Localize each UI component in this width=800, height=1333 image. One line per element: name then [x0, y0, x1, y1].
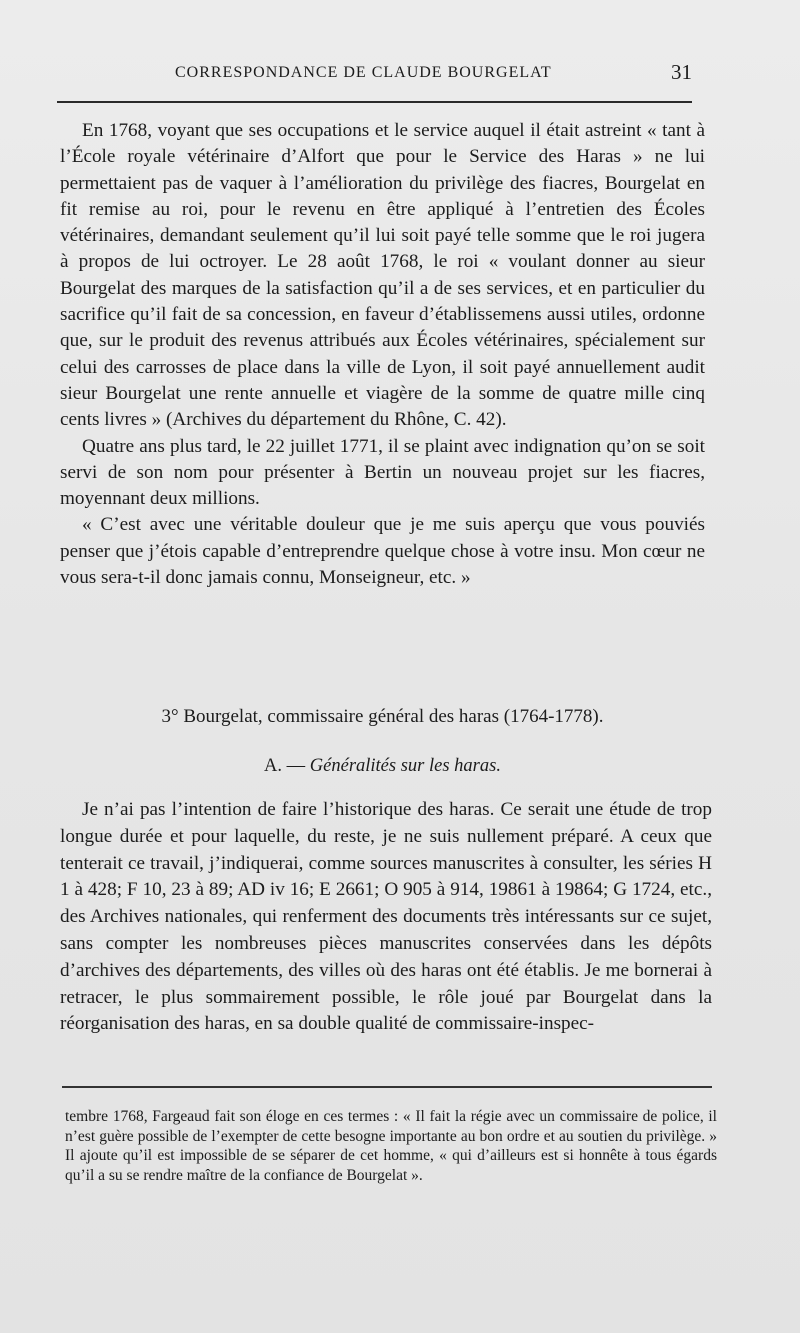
section-text — [60, 797, 712, 1038]
footnote-rule — [62, 1086, 712, 1088]
running-title: CORRESPONDANCE DE CLAUDE BOURGELAT — [175, 64, 552, 81]
main-text — [60, 118, 705, 591]
paragraph: En 1768, voyant que ses occupations et le service auquel il était astreint « tant à l’École royale vétérinaire d’Alfort que pour le Service des Haras » ne lui permettaient pas de vaquer à l’amélioration du privilège des fiacres, Bourgelat en fit remise au roi, pour le revenu en être appliqué à l’entretien des Écoles vétérinaires, demandant seulement qu’il lui soit payé telle somme que le roi jugera à propos de lui octroyer. Le 28 août 1768, le roi « voulant donner au sieur Bourgelat des marques de la satisfaction qu’il a de ses services, et en particulier du sacrifice qu’il fait de sa concession, en faveur d’établissemens aussi utiles, ordonne que, sur le produit des revenus attribués aux Écoles vétérinaires, spécialement sur celui des carrosses de place dans la ville de Lyon, il soit payé annuellement audit sieur Bourgelat une rente annuelle et viagère de la somme de quatre mille cinq cents livres » (Archives du département du Rhône, C. 42). — [60, 120, 705, 431]
running-header — [60, 62, 700, 88]
page-number: 31 — [671, 60, 692, 84]
sub-heading-title: Généralités sur les haras. — [309, 756, 501, 776]
sub-heading-label: A. — — [264, 756, 306, 776]
paragraph: « C’est avec une véritable douleur que je me suis aperçu que vous pouviés penser que j’étois capable d’entreprendre quelque chose à votre insu. Mon cœur ne vous sera-t-il donc jamais connu, Monseigneur, etc. » — [60, 514, 705, 589]
sub-heading — [60, 756, 705, 777]
header-rule — [57, 101, 692, 103]
paragraph: Quatre ans plus tard, le 22 juillet 1771, il se plaint avec indignation qu’on se soit servi de son nom pour présenter à Bertin un nouveau projet sur les fiacres, moyennant deux millions. — [60, 435, 705, 510]
paragraph: Je n’ai pas l’intention de faire l’historique des haras. Ce serait une étude de trop longue durée et pour laquelle, du reste, je ne suis nullement préparé. A ceux que tenterait ce travail, j’indiquerai, comme sources manuscrites à consulter, les séries H 1 à 428; F 10, 23 à 89; AD iv 16; E 2661; O 905 à 914, 19861 à 19864; G 1724, etc., des Archives nationales, qui renferment des documents très intéressants sur ce sujet, sans compter les nombreuses pièces manuscrites conservées dans les dépôts d’archives des départements, des villes où des haras ont été établis. Je me bornerai à retracer, le plus sommairement possible, le rôle joué par Bourgelat dans la réorganisation des haras, en sa double qualité de commissaire-inspec- — [60, 799, 712, 1035]
footnote-text: tembre 1768, Fargeaud fait son éloge en ces termes : « Il fait la régie avec un commissaire de police, il n’est guère possible de l’exempter de cette besogne importante au bon ordre et au soutien du privilège. » Il ajoute qu’il est impossible de se séparer de cet homme, « qui d’ailleurs est si honnête à tous égards qu’il a su se rendre maître de la confiance de Bourgelat ». — [65, 1108, 717, 1184]
footnote — [65, 1107, 717, 1185]
section-heading: 3° Bourgelat, commissaire général des haras (1764-1778). — [161, 706, 604, 727]
